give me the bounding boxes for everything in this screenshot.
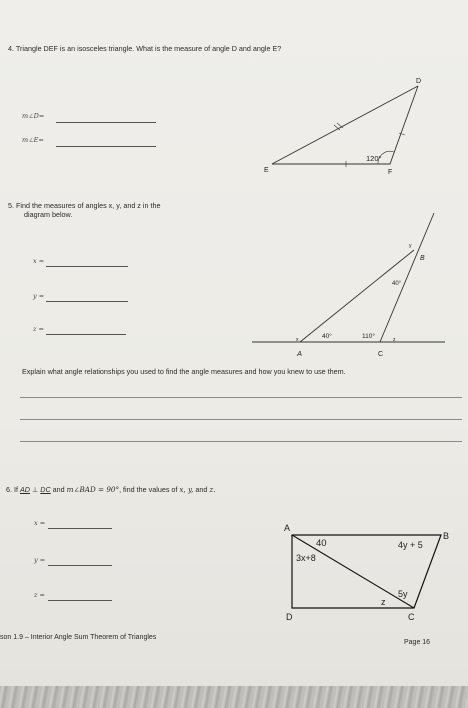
q5-angle-z-mark: z xyxy=(393,337,396,343)
q6-prompt-and-2: and xyxy=(195,485,208,494)
q6-segment-ad: AD xyxy=(20,485,30,494)
q6-z-label: z = xyxy=(34,591,45,599)
q4-prompt: 4. Triangle DEF is an isosceles triangle. What is the measure of angle D and angle E? xyxy=(8,44,282,53)
q5-vertex-c: C xyxy=(378,351,384,358)
q6-angle-4y5: 4y + 5 xyxy=(398,540,423,550)
footer-page-number: Page 16 xyxy=(404,639,431,646)
q6-prompt-suffix: , find the values of xyxy=(119,485,178,494)
q4-vertex-f: F xyxy=(388,169,393,176)
q5-y-label: y = xyxy=(33,292,45,300)
q5-vertex-b: B xyxy=(420,255,425,262)
q5-angle-x-mark: x xyxy=(296,337,299,343)
q6-angle-40: 40 xyxy=(316,538,327,549)
q5-vertex-a: A xyxy=(297,349,303,358)
q6-x-label: x = xyxy=(34,519,46,527)
q6-vertex-d: D xyxy=(286,612,293,622)
q5-prompt-line1: 5. Find the measures of angles x, y, and z in the xyxy=(8,201,161,210)
q6-vars: x, y, xyxy=(179,485,194,494)
q6-y-label: y = xyxy=(34,556,46,564)
q6-angle-z: z xyxy=(381,597,386,607)
q4-angle-d-label: m∠D= xyxy=(22,112,45,120)
q6-vertex-b: B xyxy=(443,531,450,541)
q6-condition: m∠BAD = 90° xyxy=(66,485,120,494)
q4-vertex-d: D xyxy=(416,78,422,85)
q4-vertex-e: E xyxy=(264,167,269,174)
q5-angle-top: 40° xyxy=(392,281,402,287)
q6-perpendicular-symbol: ⊥ xyxy=(32,485,39,494)
q5-z-label: z = xyxy=(33,325,44,333)
q5-angle-right: 110° xyxy=(362,333,375,340)
q4-angle-120: 120° xyxy=(366,154,382,163)
q6-vertex-c: C xyxy=(408,612,415,622)
q6-vertex-a: A xyxy=(284,523,291,533)
q4-angle-e-label: m∠E= xyxy=(22,136,44,144)
q6-prompt-and: and xyxy=(52,485,65,494)
footer-lesson-title: son 1.9 – Interior Angle Sum Theorem of Triangles xyxy=(0,634,157,641)
q6-angle-3x8: 3x+8 xyxy=(296,553,316,563)
q6-prompt-prefix: 6. If xyxy=(6,485,18,494)
q5-angle-left: 40° xyxy=(322,333,332,340)
q6-segment-dc: DC xyxy=(40,485,51,494)
q5-angle-y-mark: y xyxy=(409,243,412,249)
q5-explain-prompt: Explain what angle relationships you used to find the angle measures and how you knew to use them. xyxy=(22,367,346,376)
q5-x-label: x = xyxy=(33,257,45,265)
q6-angle-5y: 5y xyxy=(398,589,408,599)
q6-last-var: z. xyxy=(209,485,216,494)
q5-prompt-line2: diagram below. xyxy=(24,210,73,219)
